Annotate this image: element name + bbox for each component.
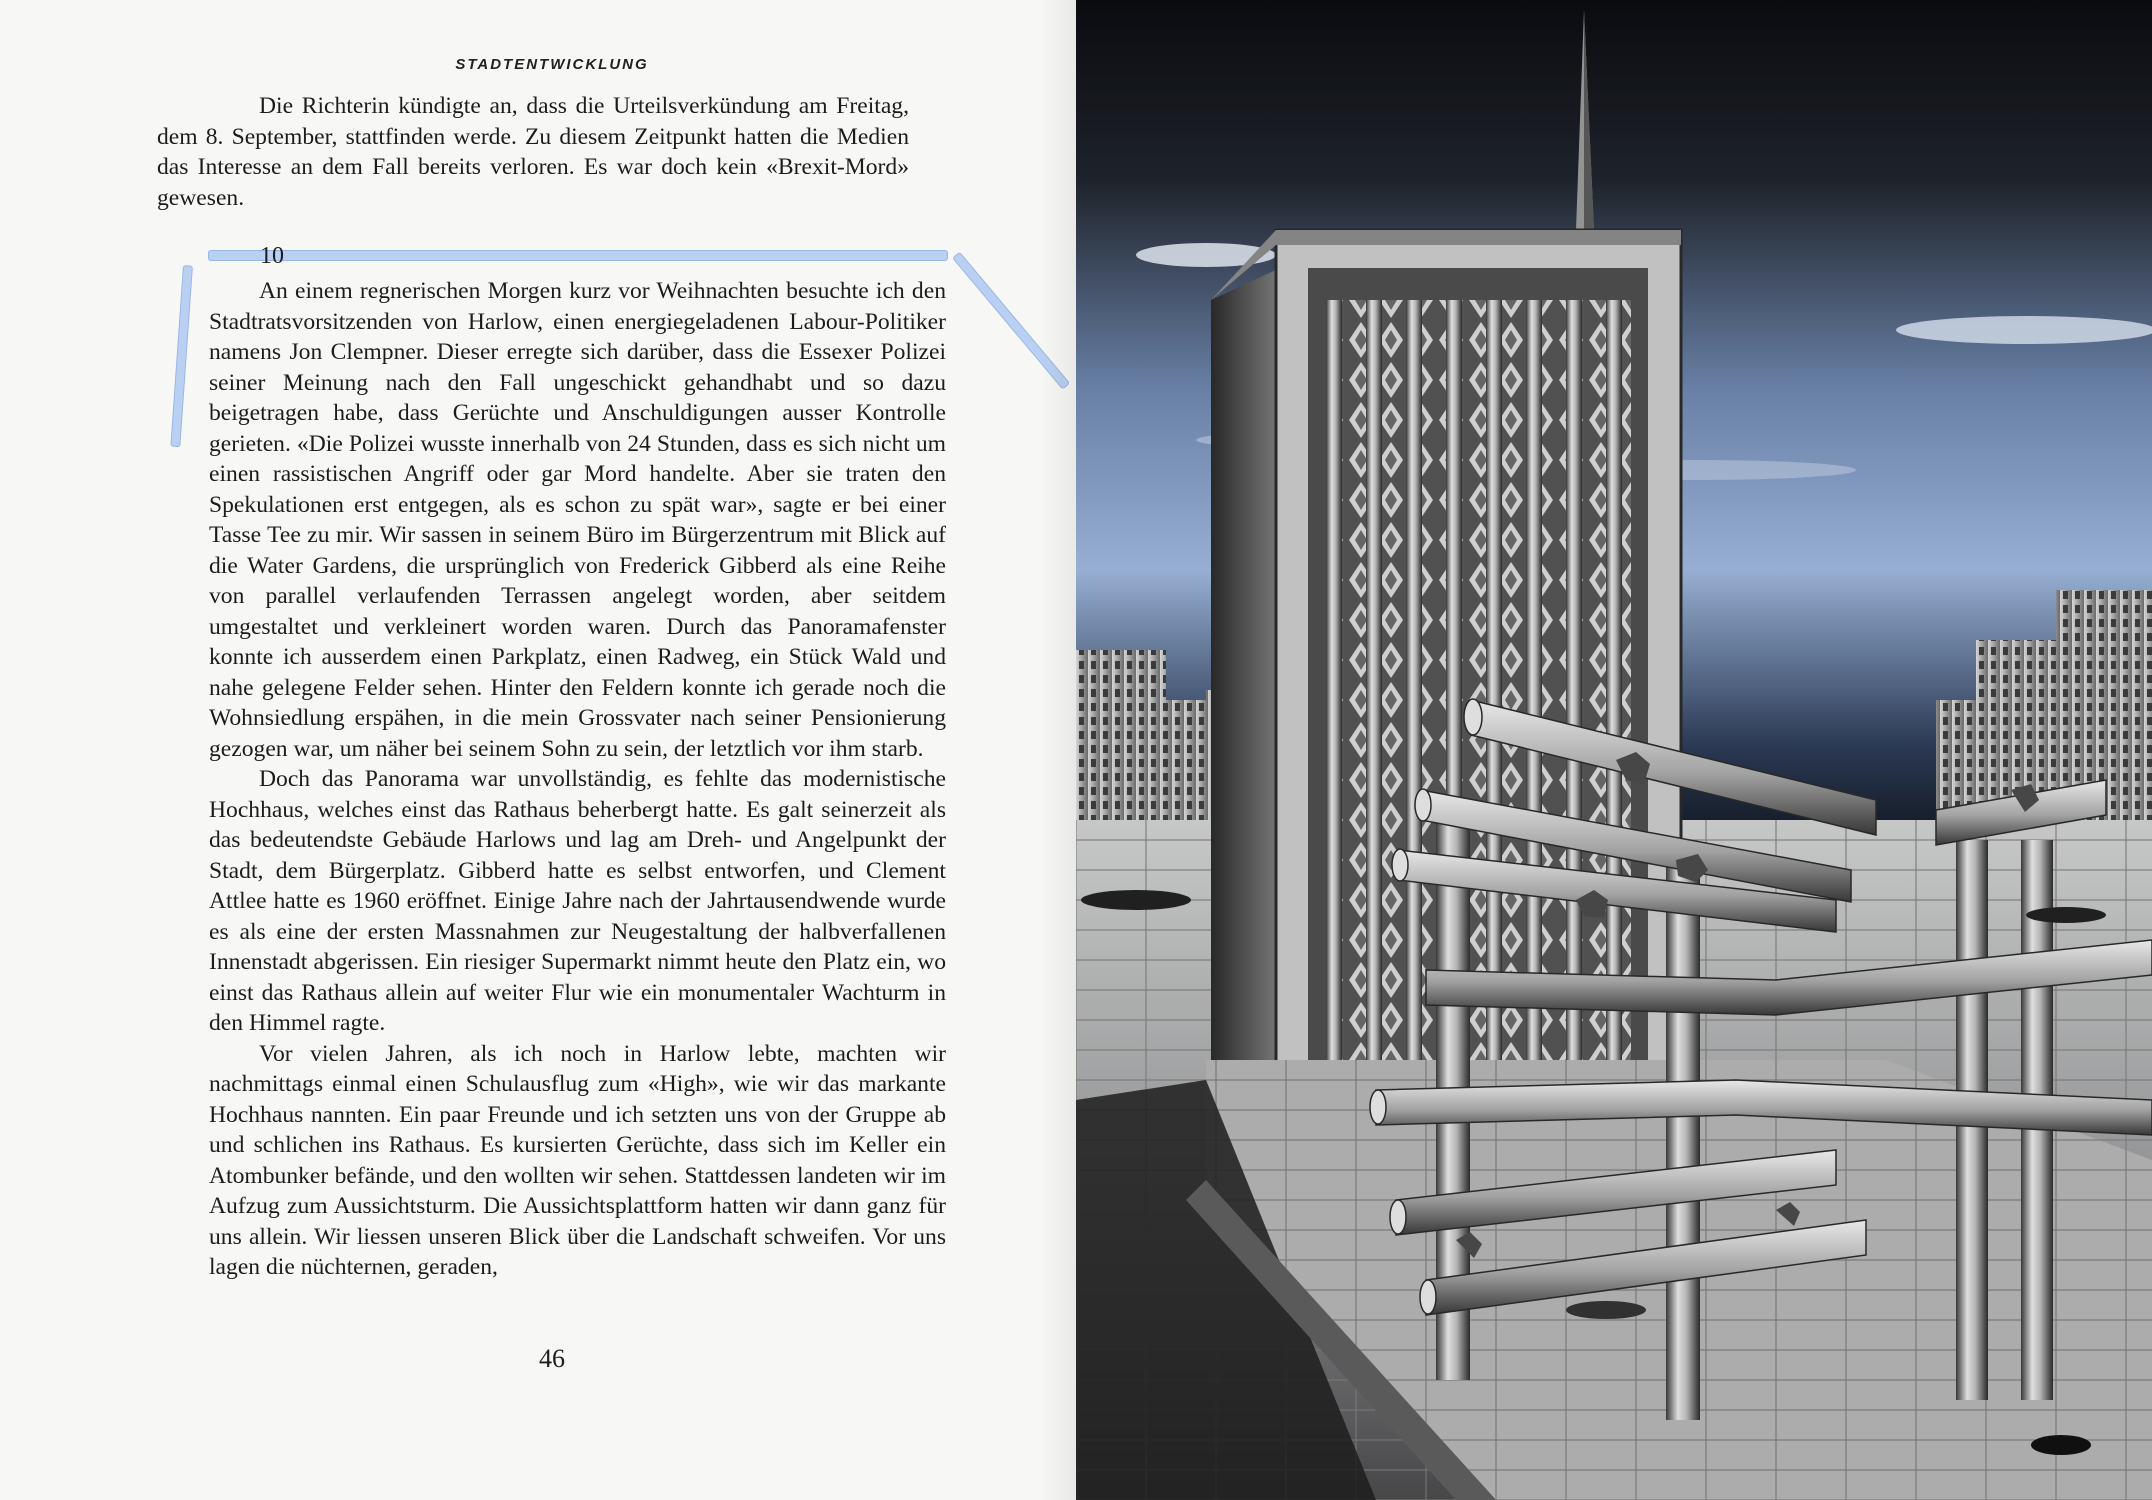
intro-paragraph-text: Die Richterin kündigte an, dass die Urteilsverkündung am Freitag, dem 8. September, stattfinden werde. Zu diesem Zeitpunkt hatten die Medien das Interesse an dem Fall bereits verloren. Es war doch kein «Brexit-Mord» gewesen.: [157, 93, 909, 211]
intro-paragraph: [157, 91, 909, 213]
paragraph-1: An einem regnerischen Morgen kurz vor Weihnachten besuchte ich den Stadtratsvorsitzenden von Harlow, einen energiegeladenen Labour-Politiker namens Jon Clempner. Dieser erregte sich darüber, dass die Essexer Polizei seiner Meinung nach den Fall ungeschickt gehandhabt und so dazu beigetragen habe, dass Gerüchte und Anschuldigungen ausser Kontrolle gerieten. «Die Polizei wusste innerhalb von 24 Stunden, dass es sich nicht um einen rassistischen Angriff oder gar Mord handelte. Aber sie traten den Spekulationen erst entgegen, als es schon zu spät war», sagte er bei einer Tasse Tee zu mir. Wir sassen in seinem Büro im Bürgerzentrum mit Blick auf die Water Gardens, die ursprünglich von Frederick Gibberd als eine Reihe von parallel verlaufenden Terrassen angelegt worden, aber seitdem umgestaltet und verkleinert worden waren. Durch das Panoramafenster konnte ich ausserdem einen Parkplatz, einen Radweg, ein Stück Wald und nahe gelegene Felder sehen. Hinter den Feldern konnte ich gerade noch die Wohnsiedlung erspähen, in die mein Grossvater nach seiner Pensionierung gezogen war, um näher bei seinem Sohn zu sein, der letztlich vor ihm starb.: [209, 278, 946, 762]
body-text: [209, 276, 946, 1283]
running-head: STADTENTWICKLUNG: [455, 56, 649, 73]
paragraph-3: Vor vielen Jahren, als ich noch in Harlow lebte, machten wir nachmittags einmal einen Schulausflug zum «High», wie wir das markante Hochhaus nannten. Ein paar Freunde und ich setzten uns von der Gruppe ab und schlichen ins Rathaus. Es kursierten Gerüchte, dass sich im Keller ein Atombunker befände, und den wollten wir sehen. Stattdessen landeten wir im Aufzug zum Aussichtsturm. Die Aussichtsplattform hatten wir dann ganz für uns allein. Wir liessen unseren Blick über die Landschaft schweifen. Vor uns lagen die nüchternen, geraden,: [209, 1040, 946, 1280]
highlight-top-stroke: [208, 250, 948, 261]
page-number: 46: [539, 1344, 565, 1373]
illustration-page: [1076, 0, 2152, 1500]
surreal-tower-illustration: [1076, 0, 2152, 1500]
gutter-shadow: [1040, 0, 1076, 1500]
highlight-left-stroke: [170, 265, 193, 447]
section-number: 10: [260, 243, 284, 269]
paragraph-2: Doch das Panorama war unvollständig, es fehlte das modernistische Hochhaus, welches einst das Rathaus beherbergt hatte. Es galt seinerzeit als das bedeutendste Gebäude Harlows und lag am Dreh- und Angelpunkt der Stadt, dem Bürgerplatz. Gibberd hatte es selbst entworfen, und Clement Attlee hatte es 1960 eröffnet. Einige Jahre nach der Jahrtausendwende wurde es als eine der ersten Massnahmen zur Neugestaltung der halbverfallenen Innenstadt abgerissen. Ein riesiger Supermarkt nimmt heute den Platz ein, wo einst das Rathaus allein auf weiter Flur wie ein monumentaler Wachturm in den Himmel ragte.: [209, 766, 946, 1036]
